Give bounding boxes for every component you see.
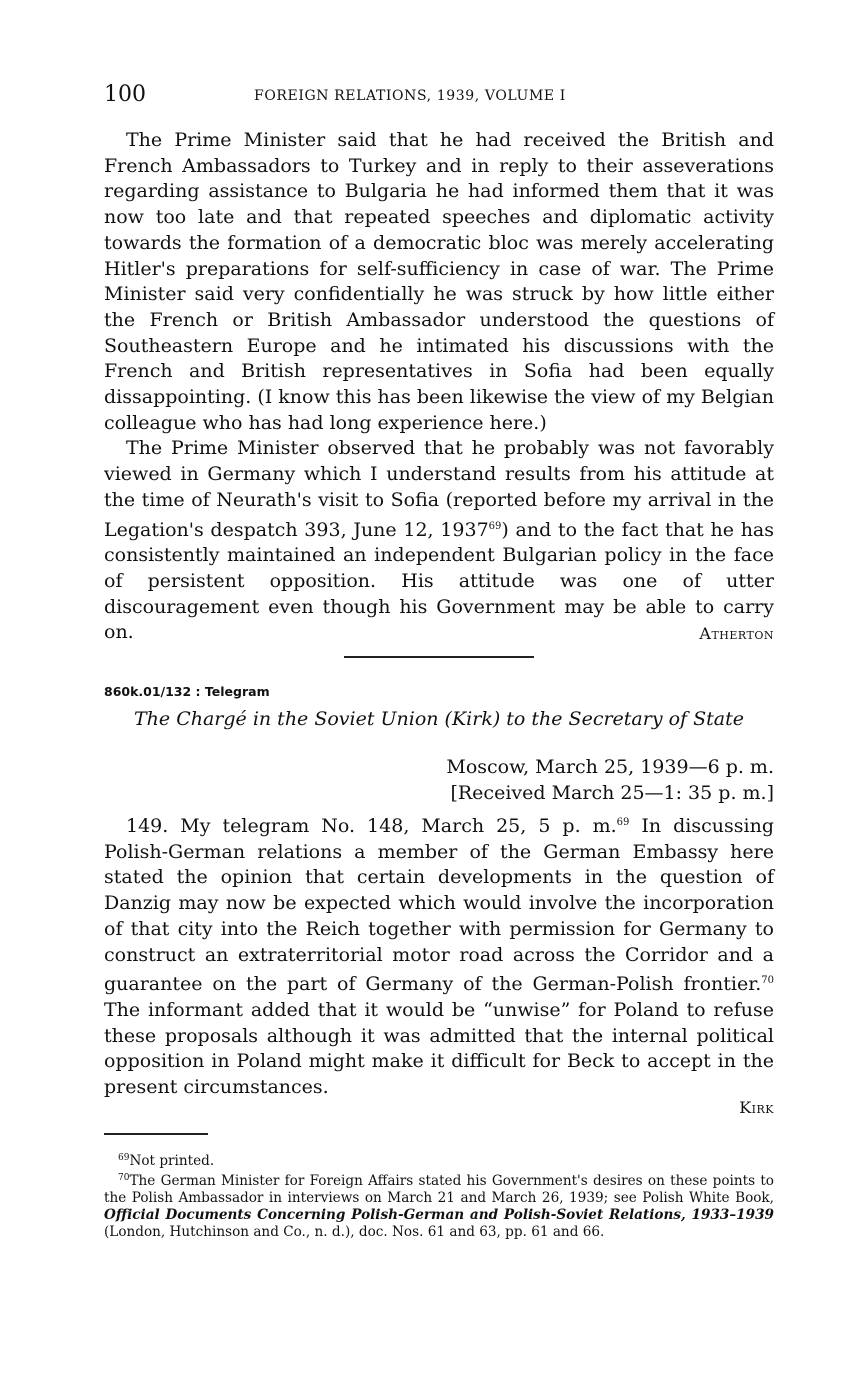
paragraph-text: The Prime Minister observed that he probably was not favorably viewed in Germany which I understand results from his attitude at the time of Neurath's visit to Sofia (reported before my arrival in the Legation's despatch 393, June 12, 1937 [104, 437, 774, 541]
footnote-ref: 70 [761, 975, 774, 987]
signature-atherton: Atherton [699, 624, 774, 643]
paragraph-text: In discussing Polish-German relations a member of the German Embassy here stated the opinion that certain developments in the question of Danzig may now be expected which would involve the incorporation of that city into the Reich together with permission for Germany to construct an extraterritorial motor road across the Corridor and a guarantee on the part of Germany of the German-Polish frontier. [104, 815, 774, 996]
document-1-body [104, 128, 774, 646]
section-divider [344, 656, 534, 658]
page-header [104, 82, 774, 112]
signature-kirk: Kirk [739, 1098, 774, 1117]
footnotes [104, 1150, 774, 1241]
dateline-sent: Moscow, March 25, 1939—6 p. m. [446, 756, 774, 778]
paragraph-text: 149. My telegram No. 148, March 25, 5 p. m. [126, 815, 617, 837]
paragraph [104, 810, 774, 1101]
footnote-mark: 69 [118, 1153, 130, 1163]
dateline-received: [Received March 25—1: 35 p. m.] [450, 782, 774, 804]
footnote-text: (London, Hutchinson and Co., n. d.), doc. Nos. 61 and 63, pp. 61 and 66. [104, 1224, 605, 1240]
footnote-ref: 69 [616, 817, 630, 828]
document-2-body [104, 810, 774, 1101]
footnote-ref: 69 [488, 520, 502, 532]
paragraph-text: The informant added that it would be “unwise” for Poland to refuse these proposals although it was admitted that the internal political opposition in Poland might make it difficult for Beck to accept in the present circumstances. [104, 998, 774, 1099]
paragraph-text: ) and to the fact that he has consistently maintained an independent Bulgarian policy in the face of persistent opposition. His attitude was one of utter discouragement even though his Government may be able to carry on. [104, 518, 775, 644]
footnote-text: Not printed. [129, 1153, 215, 1169]
footnote-69 [104, 1150, 774, 1170]
footnote-text: The German Minister for Foreign Affairs stated his Government's desires on these points to the Polish Ambassador in interviews on March 21 and March 26, 1939; see Polish White Book, [104, 1173, 774, 1206]
document-title: The Chargé in the Soviet Union (Kirk) to the Secretary of State [134, 708, 744, 730]
footnote-70 [104, 1170, 774, 1241]
footnote-italic-title: Official Documents Concerning Polish-German and Polish-Soviet Relations, 1933–1939 [104, 1207, 774, 1223]
footnote-mark: 70 [118, 1173, 130, 1183]
paragraph [104, 436, 774, 646]
footnote-divider [104, 1133, 208, 1135]
running-head: FOREIGN RELATIONS, 1939, VOLUME I [254, 88, 566, 104]
paragraph: The Prime Minister said that he had received the British and French Ambassadors to Turkey and in reply to their asseverations regarding assistance to Bulgaria he had informed them that it was now too late and that repeated speeches and diplomatic activity towards the formation of a democratic bloc was merely accelerating Hitler's preparations for self-sufficiency in case of war. The Prime Minister said very confidentially he was struck by how little either the French or British Ambassador understood the questions of Southeastern Europe and he intimated his discussions with the French and British representatives in Sofia had been equally dissappointing. (I know this has been likewise the view of my Belgian colleague who has had long experience here.) [104, 129, 774, 434]
page-number: 100 [104, 82, 146, 107]
file-reference: 860k.01/132 : Telegram [104, 684, 270, 699]
